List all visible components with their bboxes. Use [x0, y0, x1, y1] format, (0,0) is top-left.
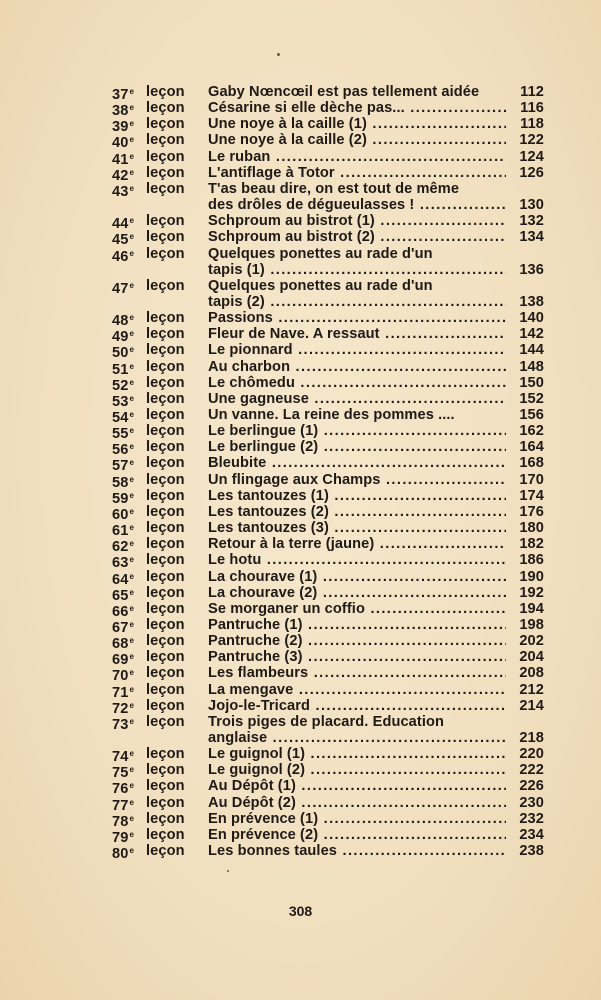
entry-page-number: 116: [520, 100, 544, 117]
lesson-number: 64e: [112, 571, 134, 588]
lesson-word: leçon: [146, 374, 185, 391]
entry-title: Au charbon .....: [208, 359, 506, 375]
entry-title: La chourave (1) .....: [208, 569, 506, 585]
toc-entry: [0, 487, 601, 507]
lesson-word: leçon: [146, 746, 185, 763]
entry-title: Un vanne. La reine des pommes ....: [208, 407, 455, 423]
toc-entry: [0, 310, 601, 330]
ordinal-suffix: e: [129, 135, 134, 145]
ordinal-suffix: e: [129, 539, 134, 549]
toc-entry-continuation: [0, 730, 601, 746]
toc-entry: [0, 665, 601, 685]
lesson-word: leçon: [146, 358, 185, 375]
lesson-word: leçon: [146, 487, 185, 504]
ordinal-suffix: e: [129, 377, 134, 387]
toc-entry: [0, 213, 601, 233]
entry-title: La chourave (2) .....: [208, 585, 506, 601]
ordinal-suffix: e: [129, 716, 134, 726]
entry-title: Le berlingue (1) .....: [208, 423, 506, 439]
lesson-number: 74e: [112, 749, 134, 766]
entry-page-number: 192: [519, 584, 544, 601]
ordinal-suffix: e: [129, 571, 134, 581]
entry-page-number: 218: [519, 730, 544, 746]
lesson-number: 79e: [112, 829, 134, 846]
toc-entry: [0, 277, 601, 297]
toc-entry: [0, 633, 601, 653]
toc-entry: [0, 584, 601, 604]
lesson-number: 37e: [112, 87, 134, 103]
toc-entry: [0, 826, 601, 846]
toc-entry: [0, 568, 601, 588]
toc-entry: [0, 616, 601, 636]
lesson-number: 47e: [112, 280, 134, 297]
entry-page-number: 144: [519, 342, 544, 359]
ordinal-suffix: e: [129, 329, 134, 339]
entry-title: Le hotu .....: [208, 552, 506, 568]
entry-page-number: 164: [519, 439, 544, 456]
ordinal-suffix: e: [129, 636, 134, 646]
entry-title: Le berlingue (2) .....: [208, 439, 506, 455]
entry-title: Jojo-le-Tricard .....: [208, 698, 506, 714]
ordinal-suffix: e: [129, 813, 134, 823]
entry-page-number: 118: [520, 116, 544, 133]
ordinal-suffix: e: [129, 829, 134, 839]
ordinal-suffix: e: [129, 313, 134, 323]
toc-entry: [0, 358, 601, 378]
lesson-word: leçon: [146, 164, 185, 181]
entry-page-number: 186: [519, 552, 544, 569]
lesson-number: 76e: [112, 781, 134, 798]
paper-speck: [277, 53, 280, 56]
toc-entry-continuation: [0, 294, 601, 310]
entry-title: Les tantouzes (2) .....: [208, 504, 506, 520]
toc-entry: [0, 681, 601, 701]
lesson-word: leçon: [146, 310, 185, 327]
entry-title: Pantruche (1) .....: [208, 617, 506, 633]
lesson-number: 41e: [112, 151, 134, 168]
lesson-number: 44e: [112, 216, 134, 233]
lesson-word: leçon: [146, 342, 185, 359]
toc-entry: [0, 552, 601, 572]
lesson-number: 57e: [112, 458, 134, 475]
entry-page-number: 202: [519, 633, 544, 650]
entry-title-continuation: tapis (1) .....: [208, 262, 506, 278]
ordinal-suffix: e: [129, 119, 134, 129]
lesson-number: 45e: [112, 232, 134, 249]
entry-title: Les flambeurs .....: [208, 665, 506, 681]
toc-entry: [0, 100, 601, 120]
lesson-number: 40e: [112, 135, 134, 152]
ordinal-suffix: e: [129, 280, 134, 290]
entry-title: Passions .....: [208, 310, 506, 326]
toc-entry: [0, 407, 601, 426]
lesson-number: 50e: [112, 345, 134, 362]
lesson-number: 43e: [112, 183, 134, 200]
toc-entry: [0, 245, 601, 265]
paper-speck: [227, 870, 229, 872]
toc-entry: [0, 390, 601, 410]
entry-title: T'as beau dire, on est tout de même: [208, 180, 460, 197]
toc-entry: [0, 778, 601, 798]
toc-entry: [0, 843, 601, 863]
lesson-number: 62e: [112, 539, 134, 556]
entry-page-number: 232: [519, 810, 544, 827]
entry-page-number: 142: [519, 326, 544, 343]
entry-page-number: 134: [519, 229, 544, 246]
toc-entry: [0, 697, 601, 717]
toc-entry: [0, 794, 601, 814]
lesson-number: 39e: [112, 119, 134, 136]
entry-page-number: 214: [519, 697, 544, 714]
entry-title: Les bonnes taules .....: [208, 843, 506, 859]
lesson-word: leçon: [146, 213, 185, 230]
lesson-number: 67e: [112, 619, 134, 636]
lesson-number: 42e: [112, 167, 134, 184]
toc-entry: [0, 471, 601, 491]
toc-entry: [0, 148, 601, 168]
lesson-number: 38e: [112, 103, 134, 120]
ordinal-suffix: e: [129, 490, 134, 500]
lesson-number: 73e: [112, 716, 134, 733]
toc-entry: [0, 116, 601, 136]
entry-title: Le chômedu .....: [208, 375, 506, 391]
lesson-word: leçon: [146, 584, 185, 601]
lesson-number: 56e: [112, 442, 134, 459]
ordinal-suffix: e: [129, 797, 134, 807]
ordinal-suffix: e: [129, 216, 134, 226]
entry-page-number: 140: [519, 310, 544, 327]
toc-entry-continuation: [0, 197, 601, 213]
ordinal-suffix: e: [129, 700, 134, 710]
entry-title: Une gagneuse .....: [208, 391, 506, 407]
entry-title-continuation: anglaise .....: [208, 730, 506, 746]
entry-title: La mengave .....: [208, 682, 506, 698]
lesson-word: leçon: [146, 810, 185, 827]
ordinal-suffix: e: [129, 652, 134, 662]
entry-page-number: 182: [519, 536, 544, 553]
entry-page-number: 170: [519, 471, 544, 488]
lesson-word: leçon: [146, 148, 185, 165]
lesson-word: leçon: [146, 713, 185, 730]
entry-title: L'antiflage à Totor .....: [208, 165, 506, 181]
lesson-word: leçon: [146, 116, 185, 133]
lesson-number: 75e: [112, 765, 134, 782]
entry-page-number: 132: [519, 213, 544, 230]
entry-title: Un flingage aux Champs .....: [208, 472, 506, 488]
toc-entry: [0, 713, 601, 733]
toc-entry: [0, 229, 601, 249]
lesson-word: leçon: [146, 536, 185, 553]
entry-title: Une noye à la caille (2) .....: [208, 132, 506, 148]
toc-entry: [0, 600, 601, 620]
toc-entry: [0, 536, 601, 556]
ordinal-suffix: e: [129, 749, 134, 759]
entry-page-number: 174: [519, 487, 544, 504]
lesson-number: 77e: [112, 797, 134, 814]
entry-title: Au Dépôt (1) .....: [208, 778, 506, 794]
lesson-word: leçon: [146, 390, 185, 407]
entry-page-number: 112: [520, 84, 544, 100]
entry-page-number: 230: [519, 794, 544, 811]
lesson-number: 58e: [112, 474, 134, 491]
ordinal-suffix: e: [129, 668, 134, 678]
ordinal-suffix: e: [129, 781, 134, 791]
entry-page-number: 156: [519, 407, 544, 423]
entry-title: Fleur de Nave. A ressaut .....: [208, 326, 506, 342]
lesson-number: 61e: [112, 523, 134, 540]
toc-entry: [0, 439, 601, 459]
lesson-number: 46e: [112, 248, 134, 265]
lesson-word: leçon: [146, 552, 185, 569]
entry-page-number: 136: [519, 261, 544, 278]
lesson-word: leçon: [146, 665, 185, 682]
ordinal-suffix: e: [129, 248, 134, 258]
lesson-word: leçon: [146, 423, 185, 440]
entry-page-number: 126: [519, 164, 544, 181]
entry-page-number: 168: [519, 455, 544, 472]
toc-entry: [0, 374, 601, 394]
entry-page-number: 220: [519, 746, 544, 763]
entry-title: Quelques ponettes au rade d'un: [208, 277, 433, 294]
lesson-number: 63e: [112, 555, 134, 572]
ordinal-suffix: e: [129, 426, 134, 436]
toc-entry: [0, 746, 601, 766]
entry-page-number: 162: [519, 423, 544, 440]
lesson-word: leçon: [146, 100, 185, 117]
entry-page-number: 194: [519, 600, 544, 617]
entry-title: Se morganer un coffio .....: [208, 601, 506, 617]
lesson-word: leçon: [146, 794, 185, 811]
entry-title: Au Dépôt (2) .....: [208, 795, 506, 811]
lesson-word: leçon: [146, 778, 185, 795]
lesson-word: leçon: [146, 826, 185, 843]
ordinal-suffix: e: [129, 684, 134, 694]
entry-page-number: 122: [519, 132, 544, 149]
entry-page-number: 148: [519, 358, 544, 375]
entry-page-number: 208: [519, 665, 544, 682]
entry-title: En prévence (2) .....: [208, 827, 506, 843]
lesson-number: 69e: [112, 652, 134, 669]
entry-title: Pantruche (2) .....: [208, 633, 506, 649]
lesson-word: leçon: [146, 245, 185, 262]
ordinal-suffix: e: [129, 846, 134, 856]
lesson-word: leçon: [146, 649, 185, 666]
ordinal-suffix: e: [129, 765, 134, 775]
lesson-word: leçon: [146, 520, 185, 537]
lesson-word: leçon: [146, 600, 185, 617]
lesson-number: 52e: [112, 377, 134, 394]
lesson-word: leçon: [146, 568, 185, 585]
entry-page-number: 124: [519, 148, 544, 165]
lesson-word: leçon: [146, 697, 185, 714]
toc-entry: [0, 342, 601, 362]
lesson-number: 71e: [112, 684, 134, 701]
lesson-word: leçon: [146, 616, 185, 633]
ordinal-suffix: e: [129, 167, 134, 177]
lesson-word: leçon: [146, 633, 185, 650]
ordinal-suffix: e: [129, 555, 134, 565]
lesson-number: 78e: [112, 813, 134, 830]
entry-page-number: 152: [519, 390, 544, 407]
lesson-word: leçon: [146, 843, 185, 860]
lesson-word: leçon: [146, 762, 185, 779]
lesson-word: leçon: [146, 471, 185, 488]
entry-page-number: 198: [519, 616, 544, 633]
ordinal-suffix: e: [129, 361, 134, 371]
entry-page-number: 222: [519, 762, 544, 779]
lesson-number: 60e: [112, 506, 134, 523]
toc-entry: [0, 649, 601, 669]
ordinal-suffix: e: [129, 523, 134, 533]
entry-title: Le guignol (2) .....: [208, 762, 506, 778]
lesson-word: leçon: [146, 407, 185, 423]
entry-title: Bleubite .....: [208, 455, 506, 471]
entry-title: Retour à la terre (jaune) .....: [208, 536, 506, 552]
entry-title: Schproum au bistrot (1) .....: [208, 213, 506, 229]
ordinal-suffix: e: [129, 232, 134, 242]
lesson-number: 51e: [112, 361, 134, 378]
lesson-word: leçon: [146, 503, 185, 520]
toc-entry-continuation: [0, 262, 601, 278]
toc-entry: [0, 84, 601, 103]
entry-page-number: 204: [519, 649, 544, 666]
lesson-number: 70e: [112, 668, 134, 685]
entry-page-number: 180: [519, 520, 544, 537]
entry-page-number: 130: [519, 197, 544, 214]
entry-title: Les tantouzes (1) .....: [208, 488, 506, 504]
toc-entry: [0, 762, 601, 782]
toc-entry: [0, 423, 601, 443]
entry-title: Le ruban .....: [208, 149, 506, 165]
lesson-number: 59e: [112, 490, 134, 507]
entry-title-continuation: tapis (2) .....: [208, 294, 506, 310]
page-number: 308: [288, 903, 313, 919]
entry-title: Trois piges de placard. Education: [208, 713, 445, 730]
lesson-word: leçon: [146, 84, 185, 100]
ordinal-suffix: e: [129, 619, 134, 629]
entry-page-number: 238: [519, 843, 544, 860]
toc-entry: [0, 810, 601, 830]
ordinal-suffix: e: [129, 458, 134, 468]
entry-title: Le guignol (1) .....: [208, 746, 506, 762]
lesson-word: leçon: [146, 326, 185, 343]
toc-entry: [0, 503, 601, 523]
entry-page-number: 138: [519, 293, 544, 310]
lesson-word: leçon: [146, 180, 185, 197]
ordinal-suffix: e: [129, 345, 134, 355]
lesson-word: leçon: [146, 277, 185, 294]
toc-entry: [0, 326, 601, 346]
entry-title: Une noye à la caille (1) .....: [208, 116, 506, 132]
lesson-number: 53e: [112, 393, 134, 410]
ordinal-suffix: e: [129, 393, 134, 403]
lesson-number: 66e: [112, 603, 134, 620]
lesson-word: leçon: [146, 439, 185, 456]
entry-page-number: 176: [519, 503, 544, 520]
ordinal-suffix: e: [129, 410, 134, 419]
lesson-number: 68e: [112, 636, 134, 653]
entry-title: Les tantouzes (3) .....: [208, 520, 506, 536]
ordinal-suffix: e: [129, 442, 134, 452]
lesson-number: 80e: [112, 846, 134, 863]
lesson-number: 49e: [112, 329, 134, 346]
toc-entry: [0, 164, 601, 184]
entry-title-continuation: des drôles de dégueulasses ! .....: [208, 197, 506, 213]
lesson-number: 55e: [112, 426, 134, 443]
toc-entry: [0, 455, 601, 475]
ordinal-suffix: e: [129, 183, 134, 193]
ordinal-suffix: e: [129, 87, 134, 96]
toc-entry: [0, 180, 601, 200]
entry-title: En prévence (1) .....: [208, 811, 506, 827]
entry-title: Gaby Nœncœil est pas tellement aidée: [208, 84, 480, 100]
entry-title: Schproum au bistrot (2) .....: [208, 229, 506, 245]
lesson-number: 54e: [112, 410, 134, 426]
lesson-number: 48e: [112, 313, 134, 330]
entry-page-number: 190: [519, 568, 544, 585]
entry-page-number: 226: [519, 778, 544, 795]
entry-page-number: 150: [519, 374, 544, 391]
entry-page-number: 212: [519, 681, 544, 698]
ordinal-suffix: e: [129, 151, 134, 161]
entry-title: Pantruche (3) .....: [208, 649, 506, 665]
entry-page-number: 234: [519, 826, 544, 843]
lesson-word: leçon: [146, 455, 185, 472]
toc-entry: [0, 520, 601, 540]
lesson-number: 72e: [112, 700, 134, 717]
lesson-number: 65e: [112, 587, 134, 604]
ordinal-suffix: e: [129, 506, 134, 516]
lesson-word: leçon: [146, 132, 185, 149]
ordinal-suffix: e: [129, 474, 134, 484]
lesson-word: leçon: [146, 681, 185, 698]
entry-title: Quelques ponettes au rade d'un: [208, 245, 433, 262]
ordinal-suffix: e: [129, 103, 134, 113]
entry-title: Le pionnard .....: [208, 342, 506, 358]
ordinal-suffix: e: [129, 587, 134, 597]
lesson-word: leçon: [146, 229, 185, 246]
entry-title: Césarine si elle dèche pas... .....: [208, 100, 506, 116]
ordinal-suffix: e: [129, 603, 134, 613]
toc-entry: [0, 132, 601, 152]
